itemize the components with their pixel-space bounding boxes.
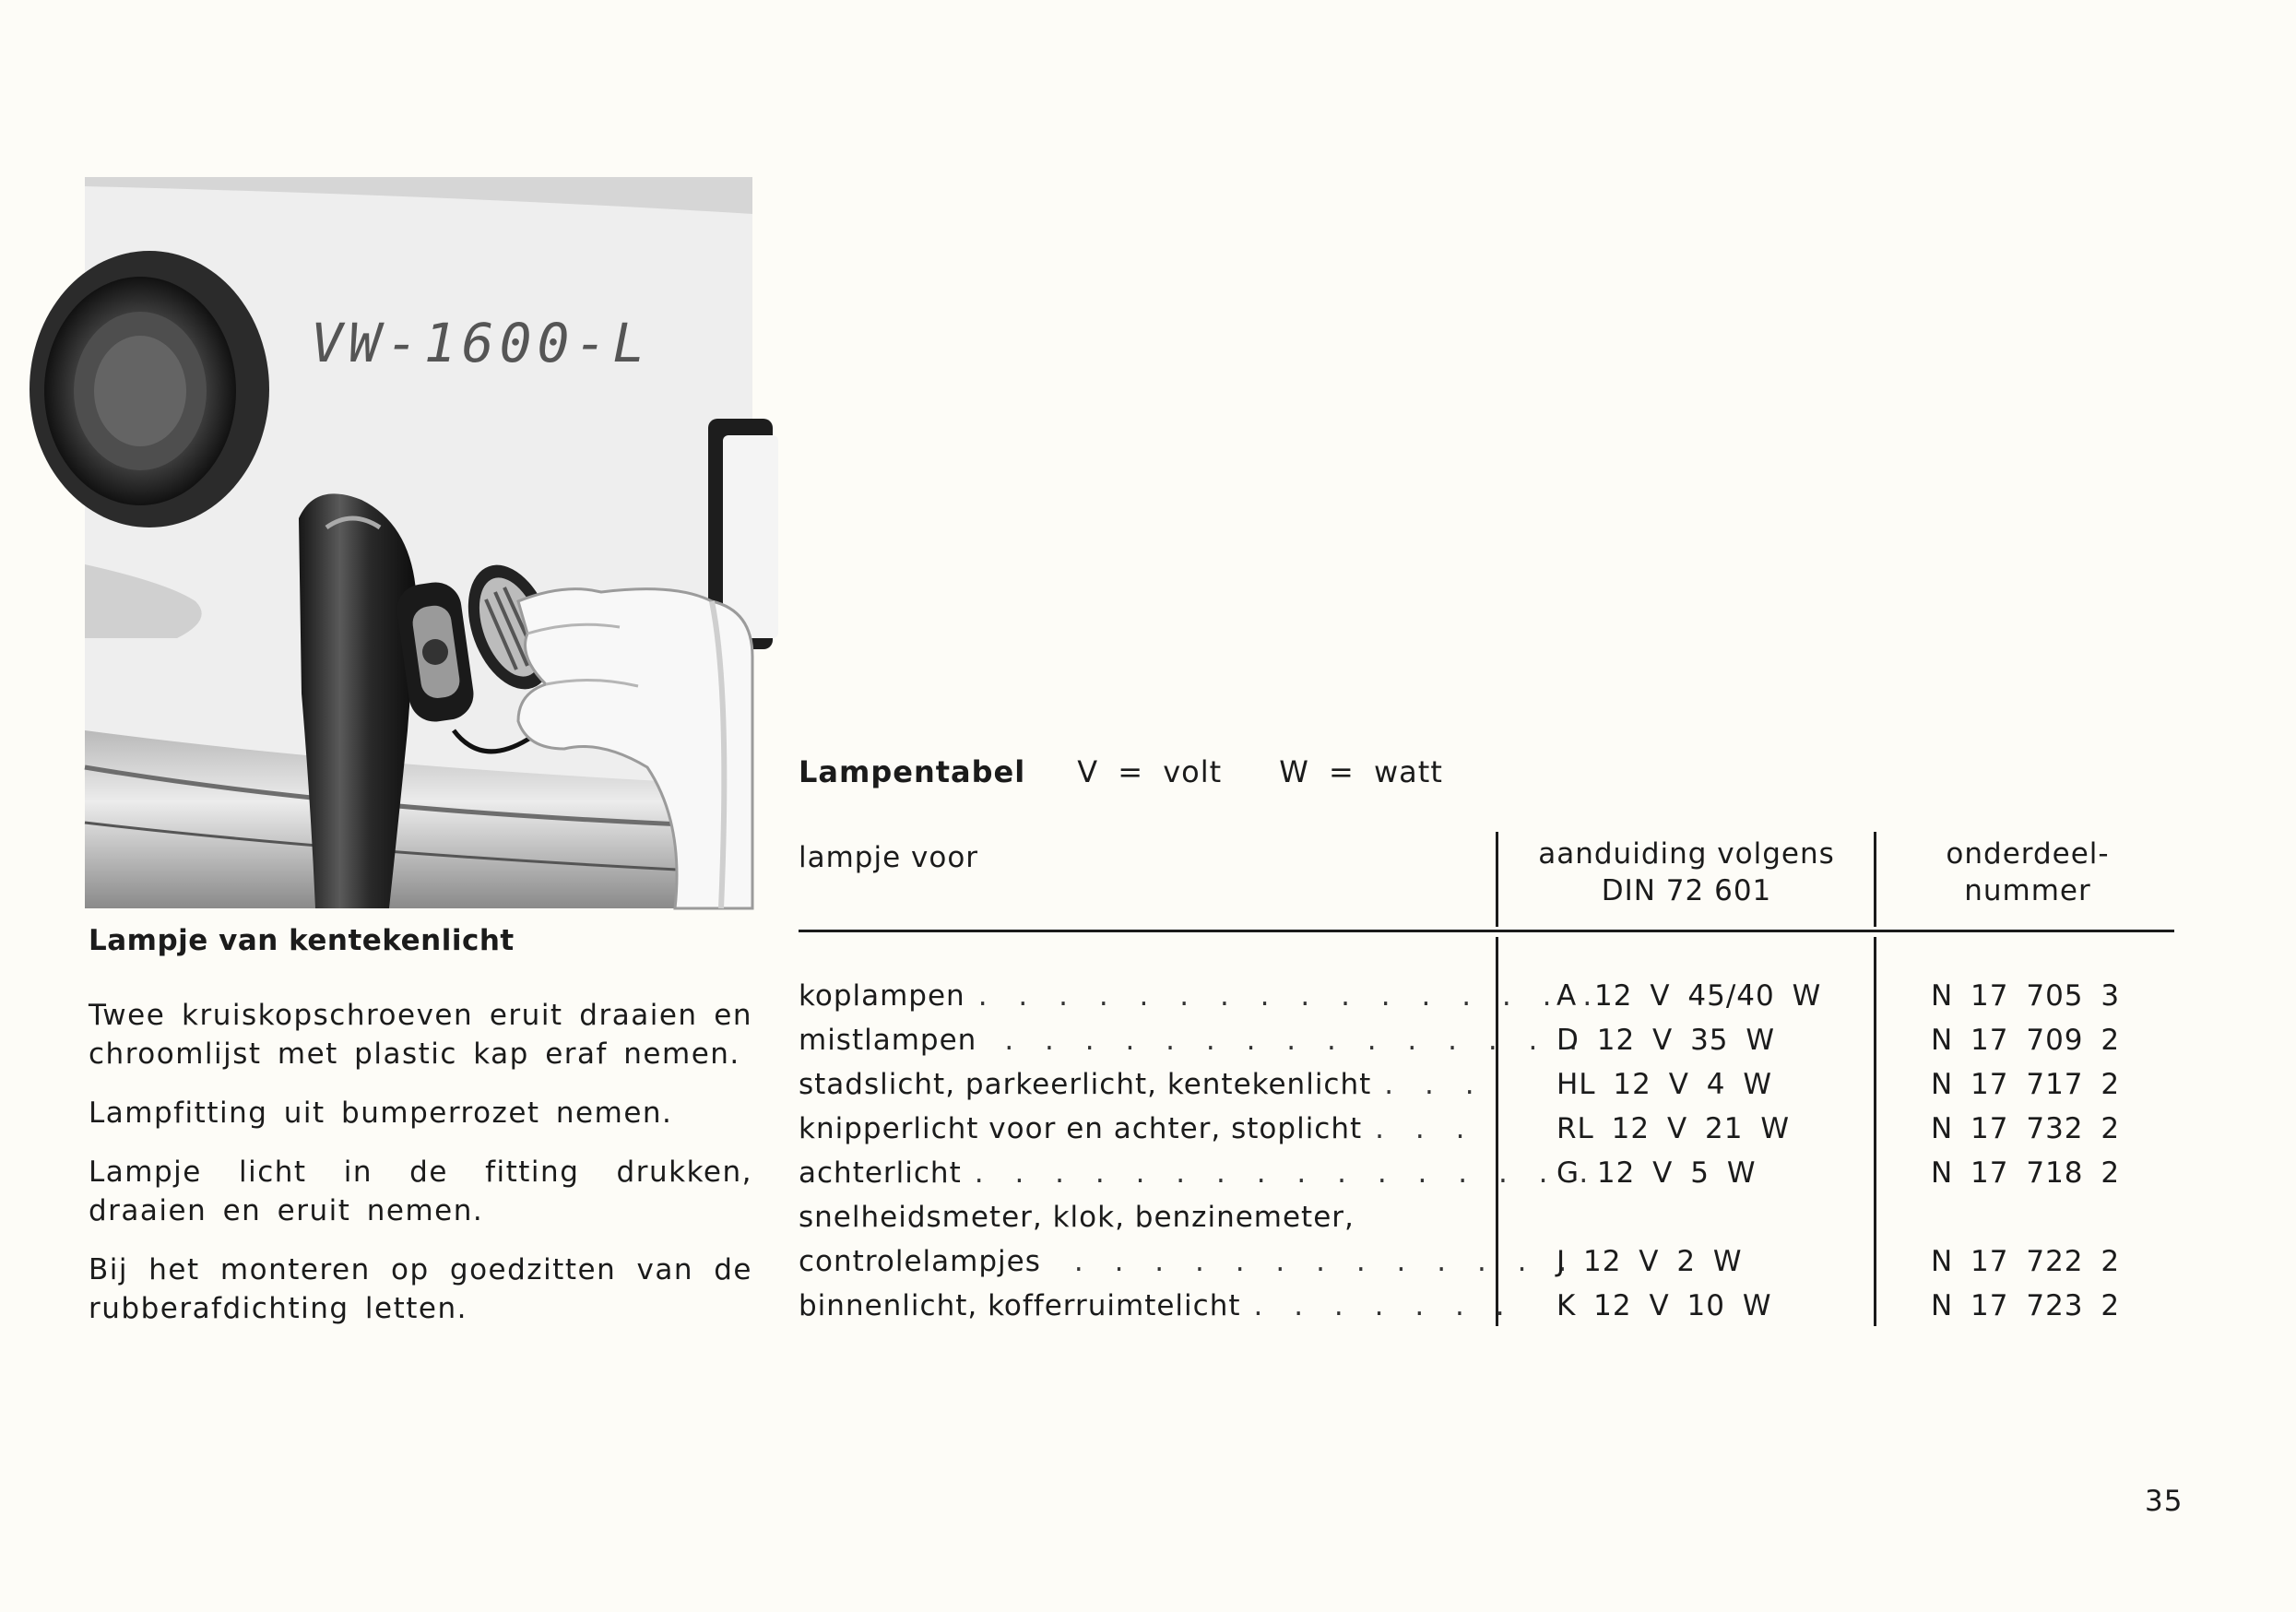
header-rule	[799, 930, 2174, 932]
din-code: G 12 V 5 W	[1556, 1156, 1757, 1190]
part-number: N 17 722 2	[1931, 1245, 2121, 1278]
lamp-name: binnenlicht, kofferruimtelicht	[799, 1289, 1241, 1322]
lamp-name: stadslicht, parkeerlicht, kentekenlicht	[799, 1068, 1372, 1101]
instruction-step: Lampfitting uit bumperrozet nemen.	[89, 1096, 673, 1130]
leader-dots: . . .	[1384, 1068, 1485, 1101]
table-row	[0, 1068, 2296, 1112]
table-row	[0, 1245, 2296, 1289]
legend-watt: W = watt	[1279, 754, 1443, 789]
din-code: K 12 V 10 W	[1556, 1289, 1772, 1322]
photo-illustration	[85, 177, 752, 908]
part-number: N 17 718 2	[1931, 1156, 2121, 1190]
leader-dots: . . . . . . . . . . . . . . . .	[974, 1156, 1600, 1190]
part-number: N 17 705 3	[1931, 979, 2121, 1013]
din-code: A 12 V 45/40 W	[1556, 979, 1822, 1013]
legend-volt: V = volt	[1077, 754, 1223, 789]
part-number: N 17 717 2	[1931, 1068, 2121, 1101]
vw-emblem: VW-1600-L	[311, 312, 651, 374]
lamp-table-heading: Lampentabel	[799, 754, 1026, 789]
license-plate-light-photo	[85, 177, 752, 908]
lamp-name: koplampen	[799, 979, 965, 1013]
leader-dots: . . . . . . .	[1253, 1289, 1516, 1322]
din-code: HL 12 V 4 W	[1556, 1068, 1773, 1101]
figure-caption: Lampje van kentekenlicht	[89, 924, 515, 957]
din-code: J 12 V 2 W	[1556, 1245, 1743, 1278]
part-number: N 17 732 2	[1931, 1112, 2121, 1145]
lamp-name: achterlicht	[799, 1156, 962, 1190]
lamp-name: controlelampjes	[799, 1245, 1041, 1278]
table-row	[0, 979, 2296, 1024]
part-number: N 17 709 2	[1931, 1024, 2121, 1057]
part-number: N 17 723 2	[1931, 1289, 2121, 1322]
lamp-table-title	[799, 754, 1500, 789]
table-row	[0, 1156, 2296, 1201]
page-number: 35	[2145, 1485, 2184, 1518]
leader-dots: . . .	[1375, 1112, 1476, 1145]
column-divider	[1496, 832, 1498, 927]
leader-dots: . . . . . . . . . . . . . . . .	[977, 979, 1604, 1013]
leader-dots: . . . . . . . . . . . . . . .	[1004, 1024, 1590, 1057]
table-row	[0, 1289, 2296, 1333]
lamp-name: snelheidsmeter, klok, benzinemeter,	[799, 1201, 1355, 1234]
instruction-step: Twee kruiskopschroeven eruit draaien en chroomlijst met plastic kap eraf nemen.	[89, 999, 752, 1071]
table-row	[0, 1112, 2296, 1156]
instruction-step: Lampje licht in de fitting drukken, draaien en eruit nemen.	[89, 1156, 752, 1227]
column-divider	[1874, 832, 1876, 927]
table-row	[0, 1201, 2296, 1245]
leader-dots: . . . . . . . . . . . . .	[1073, 1245, 1579, 1278]
header-part	[1877, 836, 2178, 909]
din-code: RL 12 V 21 W	[1556, 1112, 1790, 1145]
header-part-line1: onderdeel-	[1946, 837, 2110, 871]
header-din	[1501, 836, 1872, 909]
lamp-name: mistlampen	[799, 1024, 977, 1057]
header-din-line2: DIN 72 601	[1601, 874, 1772, 907]
table-row	[0, 1024, 2296, 1068]
instruction-step: Bij het monteren op goedzitten van de rubberafdichting letten.	[89, 1253, 752, 1325]
header-part-line2: nummer	[1964, 874, 2091, 907]
header-lamp: lampje voor	[799, 841, 979, 874]
din-code: D 12 V 35 W	[1556, 1024, 1776, 1057]
header-din-line1: aanduiding volgens	[1538, 837, 1835, 871]
lamp-name: knipperlicht voor en achter, stoplicht	[799, 1112, 1363, 1145]
